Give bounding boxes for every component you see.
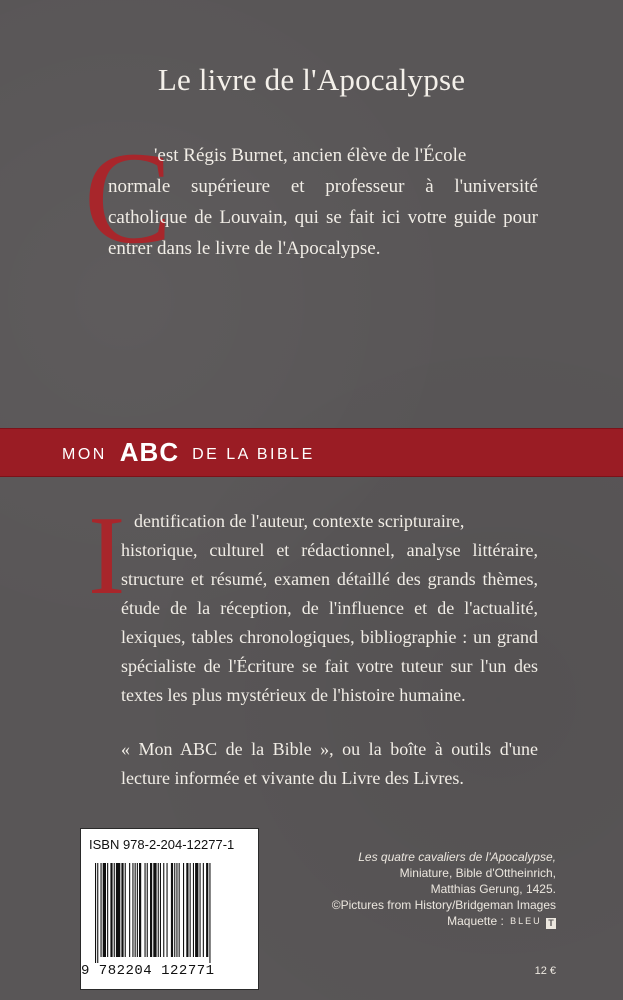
barcode-digits [81, 963, 258, 979]
image-credits [256, 849, 556, 929]
design-logo: BLEU [510, 916, 542, 926]
barcode-bar [163, 863, 164, 957]
credit-line-2: Miniature, Bible d'Ottheinrich, [399, 866, 556, 880]
barcode-bar [137, 863, 138, 957]
barcode-bar [97, 863, 98, 963]
barcode-bar [176, 863, 177, 957]
barcode-bar [195, 863, 198, 957]
intro-rest: normale supérieure et professeur à l'université catholique de Louvain, qui se fait ici votre guide pour entrer dans le livre de l'Apocalypse. [108, 176, 538, 259]
barcode-bar [139, 863, 141, 957]
description-dropcap: I [88, 494, 126, 618]
series-label [62, 429, 315, 476]
barcode-digits-text: 9 782204 122771 [81, 963, 215, 979]
barcode-bar [158, 863, 159, 957]
barcode-bar [183, 863, 184, 957]
price: 12 € [534, 965, 556, 977]
barcode-bar [179, 863, 180, 957]
barcode-bar [171, 863, 173, 957]
barcode-bar [209, 863, 210, 963]
barcode-bar [101, 863, 102, 957]
intro-first-line: 'est Régis Burnet, ancien élève de l'École [154, 145, 467, 166]
barcode-bar [110, 863, 112, 957]
barcode-bar [193, 863, 194, 957]
barcode-bar [150, 863, 152, 957]
description-first-line: dentification de l'auteur, contexte scripturaire, [134, 511, 465, 531]
description-rest: historique, culturel et rédactionnel, analyse littéraire, structure et résumé, examen détaillé des grands thèmes, étude de la réception, de l'influence et de l'actualité, lexiques, tables chronologiques, bibliographie : un grand spécialiste de l'Écriture se fait votre tuteur sur l'un des textes les plus mystérieux de l'histoire humaine. [121, 540, 538, 705]
book-title: Le livre de l'Apocalypse [157, 62, 466, 97]
barcode-bar [160, 863, 161, 957]
series-abc: ABC [119, 437, 180, 467]
series-band [0, 428, 623, 477]
description-paragraph [121, 507, 538, 710]
barcode-bar [186, 863, 188, 957]
credit-line-4: ©Pictures from History/Bridgeman Images [331, 898, 556, 912]
barcode-bar [135, 863, 136, 957]
barcode-bar [206, 863, 208, 957]
design-label: Maquette : [447, 914, 504, 928]
barcode-bar [167, 863, 168, 957]
credit-design [256, 913, 556, 929]
design-logo-mark: T [546, 918, 556, 929]
barcode-bar [95, 863, 96, 963]
barcode-bar [116, 863, 120, 957]
barcode-bar [153, 863, 156, 957]
intro-dropcap: C [84, 124, 173, 271]
barcode-bar [145, 863, 146, 957]
barcode-box [80, 828, 259, 990]
isbn-text: ISBN 978-2-204-12277-1 [89, 837, 235, 852]
credit-line-3: Matthias Gerung, 1425. [430, 882, 556, 896]
barcode-bar [132, 863, 133, 957]
barcode-bar [129, 863, 130, 957]
series-suffix: DE LA BIBLE [192, 446, 315, 463]
credit-artwork-title: Les quatre cavaliers de l'Apocalypse, [358, 850, 556, 864]
barcode-bar [114, 863, 115, 957]
barcode-bar [174, 863, 175, 957]
intro-paragraph [108, 140, 538, 264]
barcode-bar [107, 863, 108, 957]
barcode-bar [200, 863, 201, 957]
barcode-bars [95, 863, 253, 963]
barcode-bar [121, 863, 123, 957]
barcode-bar [125, 863, 126, 957]
barcode-bar [103, 863, 106, 957]
series-quote: « Mon ABC de la Bible », ou la boîte à outils d'une lecture informée et vivante du Livre des Livres. [121, 739, 538, 788]
barcode-bar [147, 863, 148, 957]
barcode-bar [190, 863, 191, 957]
series-prefix: MON [62, 446, 107, 463]
barcode-bar [203, 863, 204, 957]
